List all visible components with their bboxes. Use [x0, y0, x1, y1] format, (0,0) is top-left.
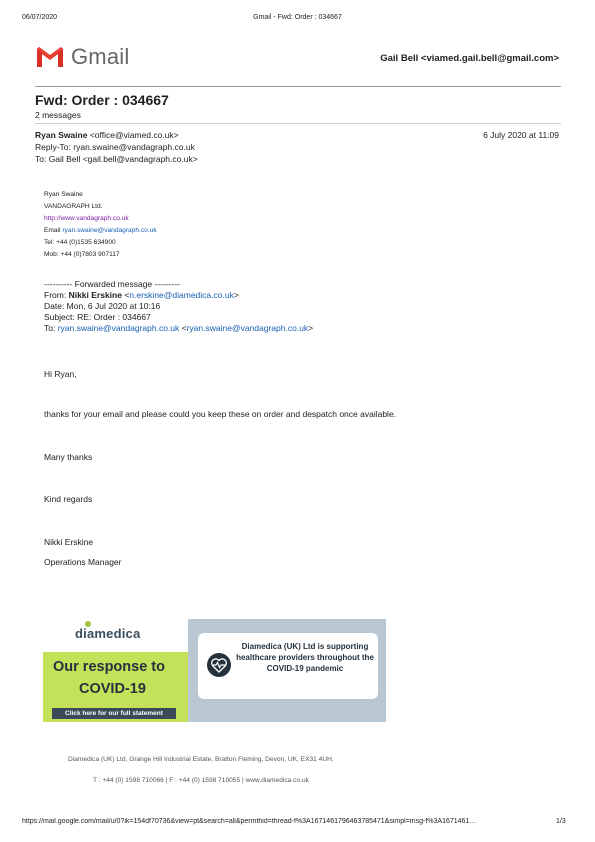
- signature-company: VANDAGRAPH Ltd.: [44, 203, 103, 210]
- banner-card: [198, 633, 378, 699]
- signature-name: Ryan Swaine: [44, 191, 83, 198]
- forwarded-to-email-open: <: [179, 323, 187, 333]
- banner-card-text: Diamedica (UK) Ltd is supporting healthcare providers throughout the COVID-19 pandemic: [236, 642, 374, 673]
- signature-email-label: Email: [44, 227, 63, 234]
- sender-line: [35, 130, 179, 141]
- to-line: To: Gail Bell <gail.bell@vandagraph.co.uk>: [35, 154, 198, 164]
- divider: [35, 86, 561, 87]
- forwarded-from-email-open: <: [121, 290, 130, 300]
- signature-email-link[interactable]: ryan.swaine@vandagraph.co.uk: [62, 227, 157, 234]
- signature-website-link[interactable]: http://www.vandagraph.co.uk: [44, 215, 129, 222]
- forwarded-to-label: To:: [44, 323, 58, 333]
- signature-tel: Tel: +44 (0)1535 634900: [44, 239, 116, 246]
- covid-banner[interactable]: [43, 619, 386, 722]
- forwarded-to: [44, 323, 313, 334]
- account-label: Gail Bell <viamed.gail.bell@gmail.com>: [380, 53, 559, 64]
- sender-email: <office@viamed.co.uk>: [89, 130, 179, 140]
- print-date: 06/07/2020: [22, 14, 58, 21]
- message-date: 6 July 2020 at 11:09: [483, 130, 559, 140]
- forwarded-divider: ---------- Forwarded message ---------: [44, 279, 180, 289]
- forwarded-header: [44, 279, 313, 334]
- banner-left-panel: [43, 619, 188, 722]
- signature-email-line: [44, 225, 157, 237]
- thread-subject: Fwd: Order : 034667: [35, 92, 169, 108]
- body-signoff-name: Nikki Erskine: [44, 537, 94, 547]
- message-count: 2 messages: [35, 110, 81, 120]
- full-statement-button[interactable]: Click here for our full statement: [52, 708, 176, 719]
- forwarded-date: Date: Mon, 6 Jul 2020 at 10:16: [44, 301, 161, 311]
- sender-name: Ryan Swaine: [35, 130, 88, 140]
- forwarded-to-email-link[interactable]: ryan.swaine@vandagraph.co.uk: [57, 323, 180, 333]
- divider: [35, 123, 561, 124]
- company-contact: T : +44 (0) 1598 710066 | F : +44 (0) 1598 710055 | www.diamedica.co.uk: [93, 777, 309, 784]
- signature-block: [44, 189, 157, 261]
- diamedica-logo: diamedica: [75, 626, 141, 641]
- print-url: https://mail.google.com/mail/u/0?ik=154df70736&view=pt&search=all&permthid=thread-f%3A1671461796463785471&simpl=msg-f%3A1671461…: [22, 818, 477, 825]
- gmail-envelope-icon: [35, 46, 65, 68]
- gmail-logo-text: Gmail: [71, 44, 130, 69]
- body-signoff-role: Operations Manager: [44, 557, 122, 567]
- gmail-logo[interactable]: [35, 44, 129, 70]
- forwarded-from-email-link[interactable]: n.erskine@diamedica.co.uk: [129, 290, 234, 300]
- banner-headline-2: COVID-19: [79, 681, 146, 697]
- forwarded-from-label: From:: [44, 290, 69, 300]
- company-address: Diamedica (UK) Ltd, Grange Hill Industrial Estate, Bratton Fleming, Devon, UK, EX31 4UH,: [68, 756, 334, 763]
- body-greeting: Hi Ryan,: [44, 369, 77, 379]
- print-page-number: 1/3: [556, 818, 566, 825]
- reply-to-line: Reply-To: ryan.swaine@vandagraph.co.uk: [35, 142, 195, 152]
- forwarded-to-email-close: >: [308, 323, 314, 333]
- body-regards: Kind regards: [44, 494, 93, 504]
- forwarded-to-email-link-2[interactable]: ryan.swaine@vandagraph.co.uk: [186, 323, 309, 333]
- body-paragraph: thanks for your email and please could you keep these on order and despatch once available.: [44, 409, 397, 419]
- print-title: Gmail - Fwd: Order : 034667: [253, 14, 342, 21]
- forwarded-from: [44, 290, 313, 301]
- forwarded-subject: Subject: RE: Order : 034667: [44, 312, 151, 322]
- forwarded-from-email-close: >: [233, 290, 239, 300]
- banner-headline-1: Our response to: [53, 659, 165, 675]
- banner-right-panel: [188, 619, 386, 722]
- forwarded-from-name: Nikki Erskine: [68, 290, 122, 300]
- signature-mob: Mob: +44 (0)7803 907117: [44, 251, 120, 258]
- body-thanks: Many thanks: [44, 452, 93, 462]
- heart-pulse-icon: [206, 652, 232, 678]
